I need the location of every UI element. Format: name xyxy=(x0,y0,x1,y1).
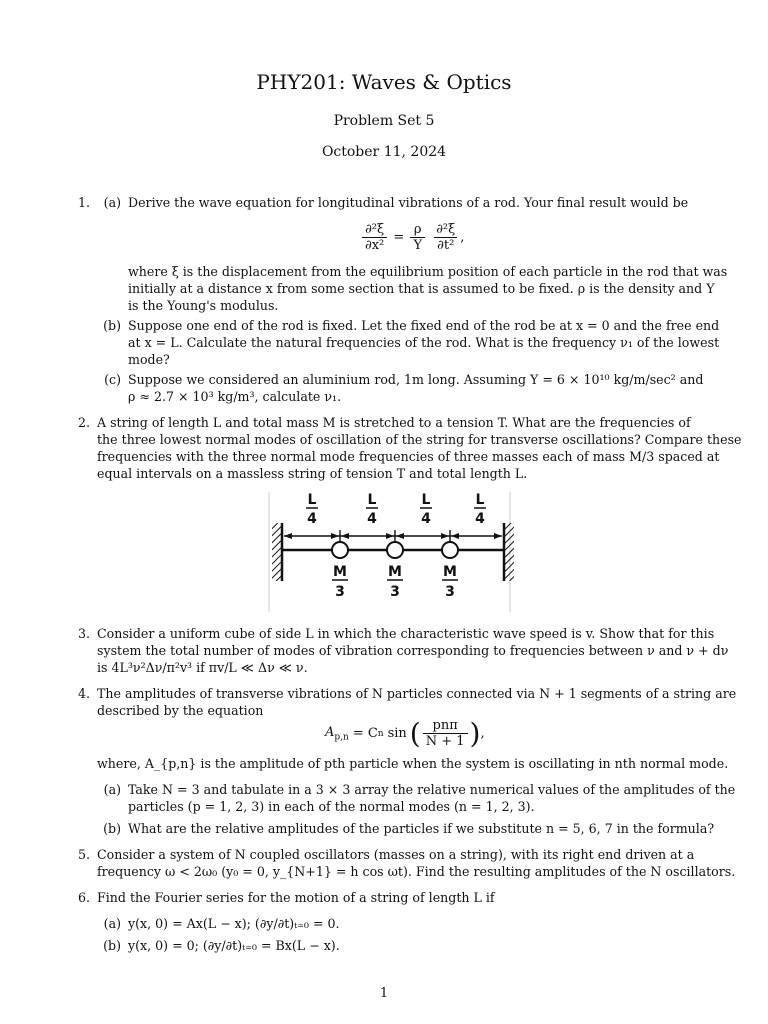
document-date: October 11, 2024 xyxy=(321,144,447,160)
part-label: (a) xyxy=(103,782,121,797)
document-title: PHY201: Waves & Optics xyxy=(256,70,512,94)
spacing-label-numerator: L xyxy=(421,492,431,508)
problem-text: where, A_{p,n} is the amplitude of pth particle when the system is oscillating in nth normal mode. xyxy=(97,756,729,771)
mass-label-denominator: 3 xyxy=(390,584,400,600)
problem-text: equal intervals on a massless string of tension T and total length L. xyxy=(97,466,528,481)
problem-text: is 4L³ν²Δν/π²v³ if πv/L ≪ Δν ≪ ν. xyxy=(97,660,308,675)
mass-label-numerator: M xyxy=(388,564,402,580)
document-subtitle: Problem Set 5 xyxy=(333,113,435,129)
page-number: 1 xyxy=(379,986,389,1001)
problem-text: Consider a system of N coupled oscillators (masses on a string), with its right end driven at a xyxy=(97,847,695,862)
amplitude-equation: $A_{p,n}$ = C n sin ( $\frac{\text{pnπ}}{N + 1}$ ) , xyxy=(325,717,485,750)
problem-text: Suppose we considered an aluminium rod, 1m long. Assuming Y = 6 × 10¹⁰ kg/m/sec² and xyxy=(128,372,704,387)
problem-text: the three lowest normal modes of oscillation of the string for transverse oscillations? Compare these xyxy=(97,432,742,447)
problem-number: 2. xyxy=(77,415,90,430)
spacing-label-numerator: L xyxy=(475,492,485,508)
problem-text: mode? xyxy=(128,352,170,367)
spacing-label-numerator: L xyxy=(307,492,317,508)
part-label: (a) xyxy=(103,195,121,210)
part-label: (b) xyxy=(103,821,121,836)
problem-text: Derive the wave equation for longitudinal vibrations of a rod. Your final result would be xyxy=(128,195,689,210)
mass-label-denominator: 3 xyxy=(445,584,455,600)
mass-2 xyxy=(387,542,403,558)
problem-text: particles (p = 1, 2, 3) in each of the normal modes (n = 1, 2, 3). xyxy=(128,799,535,814)
problem-text: Consider a uniform cube of side L in which the characteristic wave speed is v. Show that for this xyxy=(97,626,715,641)
problem-text: frequencies with the three normal mode frequencies of three masses each of mass M/3 spaced at xyxy=(97,449,720,464)
problem-text: y(x, 0) = 0; (∂y/∂t)ₜ₌₀ = Bx(L − x). xyxy=(128,938,340,953)
problem-text: where ξ is the displacement from the equilibrium position of each particle in the rod that was xyxy=(128,264,728,279)
problem-number: 5. xyxy=(77,847,90,862)
spacing-label-denominator: 4 xyxy=(307,511,317,527)
part-label: (c) xyxy=(104,372,121,387)
part-label: (b) xyxy=(103,938,121,953)
problem-text: y(x, 0) = Ax(L − x); (∂y/∂t)ₜ₌₀ = 0. xyxy=(128,916,340,931)
string-masses-figure xyxy=(220,488,550,618)
spacing-label-denominator: 4 xyxy=(367,511,377,527)
problem-text: A string of length L and total mass M is stretched to a tension T. What are the frequencies of xyxy=(97,415,691,430)
problem-text: is the Young's modulus. xyxy=(128,298,279,313)
problem-text: Suppose one end of the rod is fixed. Let the fixed end of the rod be at x = 0 and the free end xyxy=(128,318,720,333)
problem-text: initially at a distance x from some section that is assumed to be fixed. ρ is the density and Y xyxy=(128,281,715,296)
problem-text: ρ ≈ 2.7 × 10³ kg/m³, calculate ν₁. xyxy=(128,389,342,404)
problem-number: 6. xyxy=(77,890,90,905)
part-label: (a) xyxy=(103,916,121,931)
problem-text: frequency ω < 2ω₀ (y₀ = 0, y_{N+1} = h cos ωt). Find the resulting amplitudes of the N oscillators. xyxy=(97,864,736,879)
problem-text: at x = L. Calculate the natural frequencies of the rod. What is the frequency ν₁ of the lowest xyxy=(128,335,720,350)
mass-3 xyxy=(442,542,458,558)
problem-text: system the total number of modes of vibration corresponding to frequencies between ν and ν + dν xyxy=(97,643,729,658)
mass-1 xyxy=(332,542,348,558)
mass-label-numerator: M xyxy=(333,564,347,580)
part-label: (b) xyxy=(103,318,121,333)
problem-text: Take N = 3 and tabulate in a 3 × 3 array the relative numerical values of the amplitudes of the xyxy=(128,782,736,797)
problem-number: 4. xyxy=(77,686,90,701)
problem-text: described by the equation xyxy=(97,703,264,718)
spacing-label-numerator: L xyxy=(367,492,377,508)
spacing-label-denominator: 4 xyxy=(475,511,485,527)
problem-text: The amplitudes of transverse vibrations of N particles connected via N + 1 segments of a string are xyxy=(97,686,737,701)
mass-label-denominator: 3 xyxy=(335,584,345,600)
mass-label-numerator: M xyxy=(443,564,457,580)
wave-equation: $\frac{\text{∂²ξ}}{\text{∂x²}}$ = $\frac{\rho}{Y}$ $\frac{\text{∂²ξ}}{\text{∂t²}}$ , xyxy=(360,222,464,253)
left-wall xyxy=(272,523,282,581)
problem-text: What are the relative amplitudes of the particles if we substitute n = 5, 6, 7 in the formula? xyxy=(128,821,715,836)
problem-number: 1. xyxy=(77,195,90,210)
right-wall xyxy=(504,523,514,581)
spacing-label-denominator: 4 xyxy=(421,511,431,527)
problem-text: Find the Fourier series for the motion of a string of length L if xyxy=(97,890,495,905)
problem-number: 3. xyxy=(77,626,90,641)
